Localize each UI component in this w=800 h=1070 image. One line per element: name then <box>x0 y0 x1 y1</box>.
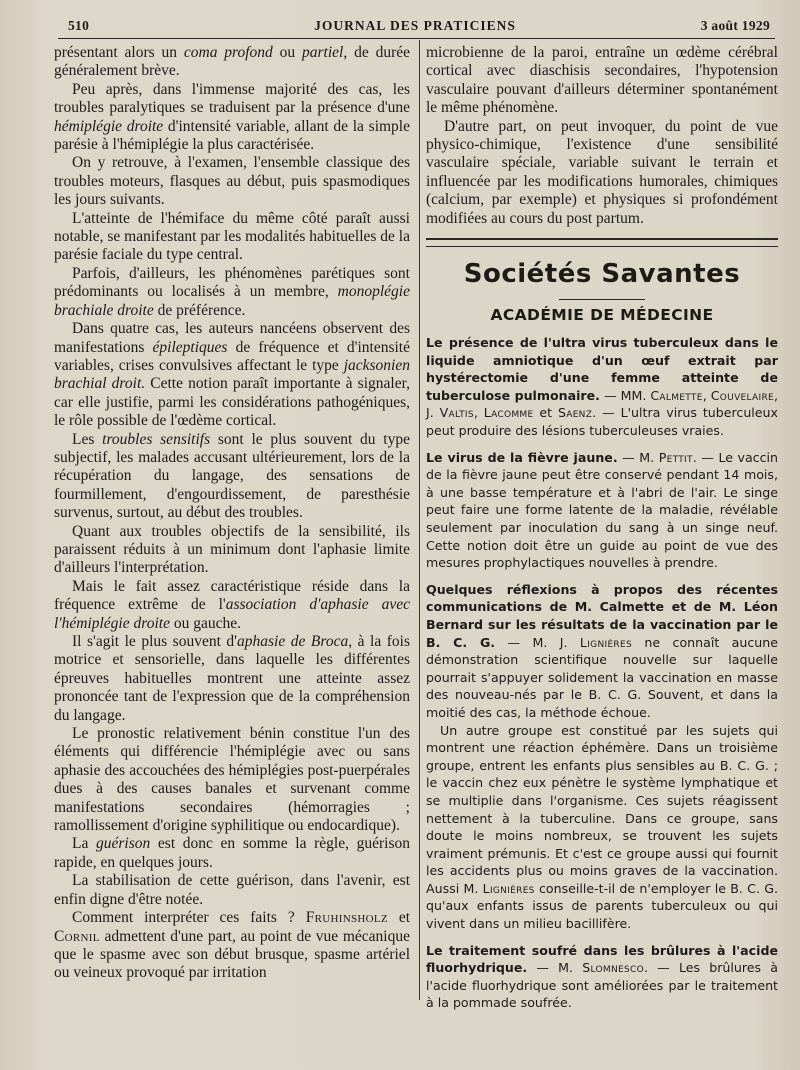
title-underline <box>559 299 645 300</box>
paragraph: Il s'agit le plus souvent d'aphasie de Broca, à la fois motrice et sensorielle, dans laquelle les différentes épreuves habituelles montrent une atteinte assez prononcée tant de l'expression que de la compréhension du langage. <box>54 633 410 724</box>
continued-text <box>426 44 778 228</box>
section-separator <box>426 238 778 247</box>
report-title: Le présence de l'ultra virus tuberculeux dans le liquide amniotique d'un œuf extrait par hystérectomie d'une femme atteinte de tuberculose pulmonaire. <box>426 335 778 403</box>
column-divider <box>419 40 420 1000</box>
paragraph: présentant alors un coma profond ou partiel, de durée généralement brève. <box>54 44 410 80</box>
report-entry: Le virus de la fièvre jaune. — M. Pettit. — Le vaccin de la fièvre jaune peut être conservé pendant 14 mois, à une basse température et à l'abri de l'air. Le singe peut faire une forme latente de la maladie, révélable seulement par inoculation du sang à un singe neuf. Cette notion doit être un guide au point de vue des mesures prophylactiques nouvelles à prendre. <box>426 449 779 571</box>
issue-date: 3 août 1929 <box>700 18 770 33</box>
paragraph: microbienne de la paroi, entraîne un œdème cérébral cortical avec diaschisis secondaires, l'hypotension vasculaire pouvant d'ailleurs déterminer spontanément le même phénomène. <box>426 44 778 117</box>
society-reports <box>426 334 778 1012</box>
paragraph: Quant aux troubles objectifs de la sensibilité, ils paraissent réduits à un minimum dont l'aphasie limite d'ailleurs l'interprétation. <box>54 522 410 577</box>
paragraph: Parfois, d'ailleurs, les phénomènes parétiques sont prédominants ou localisés à un membre, monoplégie brachiale droite de préférence. <box>54 264 410 319</box>
paragraph: Les troubles sensitifs sont le plus souvent du type subjectif, les malades accusant ultérieurement, lors de la récupération du langage, des sensations de fourmillement, d'engourdissement, de paresthésie survenus, surtout, au début des troubles. <box>54 430 410 522</box>
report-entry: Le présence de l'ultra virus tuberculeux dans le liquide amniotique d'un œuf extrait par hystérectomie d'une femme atteinte de tuberculose pulmonaire. — MM. Calmette, Couvelaire, J. Valtis, Lacomme et Saenz. — L'ultra virus tuberculeux peut produire des lésions tuberculeuses vraies. <box>426 335 778 439</box>
left-column <box>54 44 410 983</box>
paragraph: D'autre part, on peut invoquer, du point de vue physico-chimique, l'existence d'une sensibilité vasculaire spéciale, variable suivant le terrain et influencée par les modifications humorales, chimiques (calcium, par exemple) et physiques si profondément modifiées au cours du post partum. <box>426 117 778 227</box>
paragraph: Comment interpréter ces faits ? Fruhinsholz et Cornil admettent d'une part, au point de vue mécanique que le spasme avec son début brusque, spasme artériel ou veineux provoqué par irritation <box>54 909 411 982</box>
page-header <box>60 14 770 36</box>
report-entry: Quelques réflexions à propos des récentes communications de M. Calmette et de M. Léon Bernard sur les résultats de la vaccination par le B. C. G. — M. J. Lignières ne connaît aucune démonstration scientifique nouvelle sur laquelle pourrait s'appuyer solidement la vaccination en masse des nouveau-nés par le B. C. G. Souvent, et dans la moitié des cas, la méthode échoue. Un autre groupe est constitué par les sujets qui montrent une réaction éphémère. Dans un troisième groupe, entrent les enfants plus sensibles au B. C. G. ; le vaccin chez eux pénètre le système lymphatique et se multiplie dans l'organisme. Ces sujets réagissent nettement à la tuberculine. Dans ce groupe, sans doute le moins nombreux, se trouvent les sujets vraiment prémunis. Et c'est ce groupe aussi qui fournit les accidents plus ou moins graves de la vaccination. Aussi M. Lignières conseille-t-il de n'employer le B. C. G. qu'aux enfants issus de parents tuberculeux ou qui vivent dans un milieu bacillifère. <box>426 581 778 932</box>
paragraph: L'atteinte de l'hémiface du même côté paraît aussi notable, se manifestant par les modalités habituelles de la parésie faciale du type central. <box>54 209 410 264</box>
page-number: 510 <box>68 18 90 33</box>
report-title: Le traitement soufré dans les brûlures à l'acide fluorhydrique. <box>426 942 778 976</box>
paragraph: Mais le fait assez caractéristique réside dans la fréquence extrême de l'association d'aphasie avec l'hémiplégie droite ou gauche. <box>54 577 410 632</box>
right-column <box>426 44 778 1021</box>
journal-title: JOURNAL DES PRATICIENS <box>314 18 516 33</box>
paragraph: Le pronostic relativement bénin constitue l'un des éléments qui différencie l'hémiplégie avec ou sans aphasie des accouchées des hémiplégies post-puerpérales dues à des causes banales et survenant comme manifestations secondaires (hémorragies ; ramollissement d'origine syphilitique ou endocardique). <box>54 725 410 835</box>
section-title: Sociétés Savantes <box>463 259 741 290</box>
paragraph: Dans quatre cas, les auteurs nancéens observent des manifestations épileptiques de fréquence et d'intensité variables, crises convulsives affectant le type jacksonien brachial droit. Cette notion paraît importante à signaler, car elle justifie, parmi les considérations pathogéniques, le rôle possible de l'œdème cortical. <box>54 320 410 430</box>
paragraph: On y retrouve, à l'examen, l'ensemble classique des troubles moteurs, flasques au début, puis spasmodiques les jours suivants. <box>54 154 410 209</box>
report-title: Le virus de la fièvre jaune. <box>426 449 618 465</box>
paragraph: Peu après, dans l'immense majorité des cas, les troubles paralytiques se traduisent par la présence d'une hémiplégie droite d'intensité variable, allant de la simple parésie à l'hémiplégie la plus caractérisée. <box>54 80 410 154</box>
paragraph: Un autre groupe est constitué par les sujets qui montrent une réaction éphémère. Dans un troisième groupe, entrent les enfants plus sensibles au B. C. G. ; le vaccin chez eux pénètre le système lymphatique et se multiplie dans l'organisme. Ces sujets réagissent nettement à la tuberculine. Dans ce groupe, sans doute le moins nombreux, se trouvent les sujets vraiment prémunis. Et c'est ce groupe aussi qui fournit les accidents plus ou moins graves de la vaccination. Aussi M. Lignières conseille-t-il de n'employer le B. C. G. qu'aux enfants issus de parents tuberculeux ou qui vivent dans un milieu bacillifère. <box>426 722 778 932</box>
report-title: Quelques réflexions à propos des récentes communications de M. Calmette et de M. Léon Bernard sur les résultats de la vaccination par le B. C. G. <box>426 581 778 650</box>
header-rule <box>58 38 775 39</box>
paragraph: La stabilisation de cette guérison, dans l'avenir, est enfin digne d'être notée. <box>54 872 410 908</box>
academy-heading: ACADÉMIE DE MÉDECINE <box>490 306 714 325</box>
report-entry: Le traitement soufré dans les brûlures à l'acide fluorhydrique. — M. Slomnesco. — Les brûlures à l'acide fluorhydrique sont améliorées par le traitement à la pommade soufrée. <box>426 942 778 1011</box>
paragraph: La guérison est donc en somme la règle, guérison rapide, en quelques jours. <box>54 835 410 871</box>
